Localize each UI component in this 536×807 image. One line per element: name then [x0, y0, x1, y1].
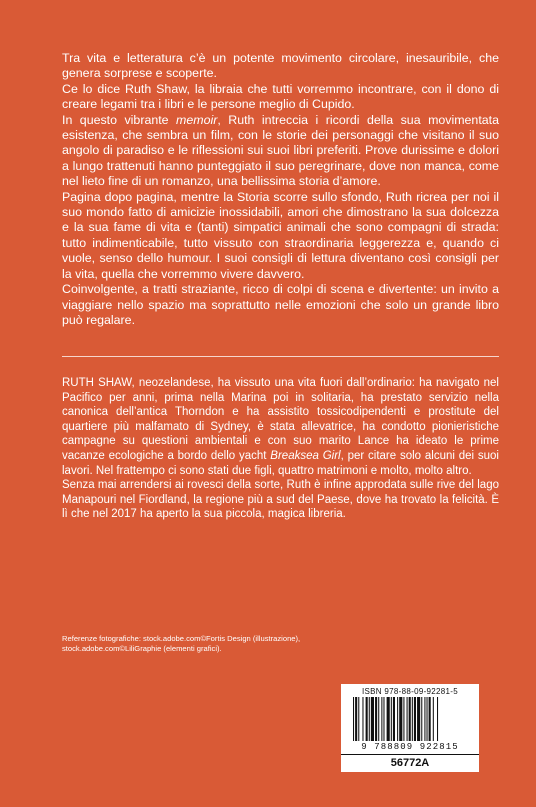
blurb-paragraph-2: Ce lo dice Ruth Shaw, la libraia che tutti vorremmo incontrare, con il dono di creare legami tra i libri e le persone meglio di Cupido. — [62, 81, 499, 112]
barcode-bar — [399, 697, 402, 741]
barcode-bar — [403, 697, 404, 741]
barcode-box — [341, 684, 479, 772]
barcode-bar — [378, 697, 379, 741]
barcode-bar — [387, 697, 390, 741]
barcode-bar — [433, 697, 434, 741]
barcode-bar — [427, 697, 428, 741]
barcode-bar — [362, 697, 363, 741]
barcode-bar — [369, 697, 370, 741]
barcode-bar — [412, 697, 413, 741]
isbn-text: ISBN 978-88-09-92281-5 — [362, 687, 458, 696]
blurb — [62, 51, 499, 328]
blurb-paragraph-3 — [62, 113, 499, 190]
blurb-paragraph-4: Pagina dopo pagina, mentre la Storia scorre sullo sfondo, Ruth ricrea per noi il suo mondo fatto di amicizie inossidabili, amori che dimostrano la sua dolcezza e la sua fame di vita e (tanti) simpatici animali che sono compagni di strada: tutto indimenticabile, tutto vissuto con straordinaria leggerezza e, quando ci vuole, senso dello humour. I suoi consigli di lettura diventano così consigli per la vita, quella che vorremmo vivere davvero. — [62, 189, 499, 281]
blurb-paragraph-1: Tra vita e letteratura c’è un potente movimento circolare, inesauribile, che genera sorprese e scoperte. — [62, 51, 499, 81]
blurb-p3-memoir: memoir — [176, 112, 218, 127]
barcode-bar — [381, 697, 382, 741]
barcode-bar — [375, 697, 377, 741]
barcode-bar — [366, 697, 368, 741]
ean-digits: 9 788809 922815 — [361, 742, 459, 752]
barcode-bar — [397, 697, 398, 741]
bio-p1-start: RUTH SHAW, neozelandese, ha vissuto una vita fuori dall’ordinario: ha navigato nel Pacifico per anni, prima nella Marina poi in solitaria, ha prestato servizio nella canonica dell’antica Thorndon e ha assistito tossicodipendenti e prostitute del quartiere più malfamato di Sydney, è stata allevatrice, ha condotto pionieristiche campagne su questioni ambientali e con suo marito Lance ha ideato le prime vacanze ecologiche a bordo dello yacht — [62, 377, 499, 462]
divider — [62, 356, 499, 357]
barcode-bar — [424, 697, 425, 741]
photo-credits — [62, 634, 362, 655]
bio-paragraph-1 — [62, 376, 499, 478]
bio-p1-rest: , per citare solo alcuni dei suoi lavori. Nel frattempo ci sono stati due figli, quattro matrimoni e molto, molto altro. — [62, 449, 499, 477]
author-bio — [62, 376, 499, 522]
barcode-bar — [371, 697, 374, 741]
blurb-p3-rest: , Ruth intreccia i ricordi della sua movimentata esistenza, che sembra un film, con le storie dei personaggi che visitano il suo angolo di paradiso e le riflessioni sui suoi libri preferiti. Prove durissime e dolori a lungo trattenuti hanno punteggiato il suo peregrinare, dove non manca, come nel lieto fine di un romanzo, una bellissima storia d’amore. — [62, 112, 499, 189]
barcode-separator — [341, 754, 479, 755]
barcode-bar — [409, 697, 411, 741]
bio-p1-yacht: Breaksea Girl — [270, 449, 341, 462]
barcode-bar — [355, 697, 357, 741]
barcode-bar — [429, 697, 431, 741]
bio-paragraph-2: Senza mai arrendersi ai rovesci della sorte, Ruth è infine approdata sulle rive del lago Manapouri nel Fiordland, la regione più a sud del Paese, dove ha trovato la felicità. È lì che nel 2017 ha aperto la sua piccola, magica libreria. — [62, 479, 499, 521]
barcode-bar — [391, 697, 392, 741]
barcode-bar — [353, 697, 354, 741]
blurb-p3-start: In questo vibrante — [62, 112, 177, 127]
barcode-bar — [414, 697, 416, 741]
barcode-bar — [421, 697, 422, 741]
barcode-bar — [417, 697, 420, 741]
barcode-bar — [383, 697, 384, 741]
product-code: 56772A — [390, 757, 430, 769]
credits-line-1: Referenze fotografiche: stock.adobe.com©Fortis Design (illustrazione), — [62, 634, 301, 643]
barcode-bar — [393, 697, 395, 741]
barcode-bar — [437, 697, 438, 741]
barcode-bar — [407, 697, 408, 741]
credits-line-2: stock.adobe.com©LiliGraphie (elementi grafici). — [62, 644, 222, 654]
barcode-icon — [353, 697, 471, 741]
blurb-paragraph-5: Coinvolgente, a tratti straziante, ricco di colpi di scena e divertente: un invito a viaggiare nello spazio ma soprattutto nelle emozioni che solo un grande libro può regalare. — [62, 282, 499, 327]
barcode-bar — [358, 697, 359, 741]
